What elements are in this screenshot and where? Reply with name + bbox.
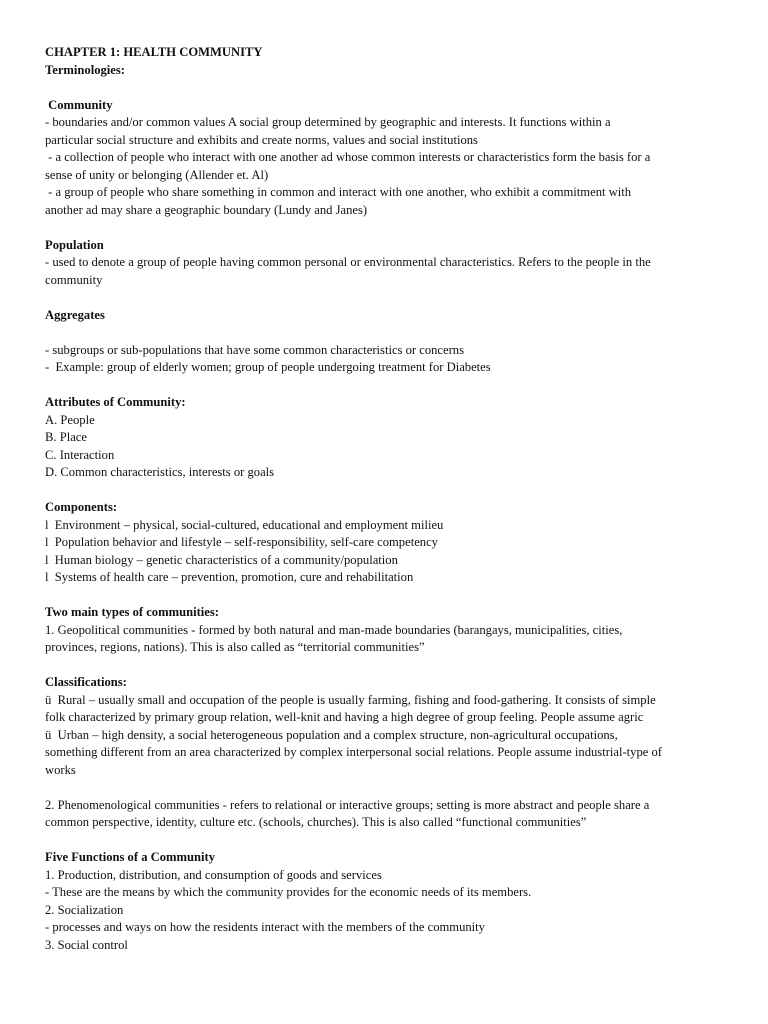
function-line: 1. Production, distribution, and consumption of goods and services — [45, 867, 382, 882]
types-line: 1. Geopolitical communities - formed by both natural and man-made boundaries (barangays, municipalities, cities, — [45, 622, 623, 637]
spacer — [45, 779, 728, 797]
classification-line: works — [45, 762, 76, 777]
classification-line: folk characterized by primary group relation, well-knit and having a high degree of group feeling. People assume agric — [45, 710, 644, 724]
phenomenological-line: 2. Phenomenological communities - refers to relational or interactive groups; setting is more abstract and people share a — [45, 797, 650, 812]
classification-line: something different from an area characterized by complex interpersonal social relations. People assume industrial-type of — [45, 745, 662, 759]
community-line: another ad may share a geographic boundary (Lundy and Janes) — [45, 202, 368, 217]
phenomenological-line: common perspective, identity, culture etc. (schools, churches). This is also called “functional communities” — [45, 815, 587, 829]
spacer — [45, 482, 728, 500]
types-line: provinces, regions, nations). This is also called as “territorial communities” — [45, 640, 425, 654]
function-line: 2. Socialization — [45, 902, 124, 917]
community-line: - a collection of people who interact with one another ad whose common interests or characteristics form the basis for a — [45, 150, 651, 164]
spacer — [45, 377, 728, 395]
spacer — [45, 587, 728, 605]
spacer — [45, 289, 728, 307]
attribute-item: B. Place — [45, 430, 87, 444]
classification-line: ü Rural – usually small and occupation of the people is usually farming, fishing and food-gathering. It consists of simple — [45, 692, 656, 707]
function-line: - processes and ways on how the residents interact with the members of the community — [45, 920, 485, 934]
aggregates-heading: Aggregates — [45, 307, 105, 322]
attributes-heading: Attributes of Community: — [45, 395, 186, 409]
community-heading: Community — [45, 97, 113, 112]
document-title: CHAPTER 1: HEALTH COMMUNITY — [45, 45, 263, 59]
community-line: particular social structure and exhibits and create norms, values and social institutions — [45, 132, 478, 147]
components-heading: Components: — [45, 500, 118, 514]
aggregates-line: - Example: group of elderly women; group of people undergoing treatment for Diabetes — [45, 360, 491, 374]
terminologies-heading: Terminologies: — [45, 62, 125, 77]
function-line: - These are the means by which the community provides for the economic needs of its members. — [45, 885, 532, 899]
spacer — [45, 832, 728, 850]
component-item: l Human biology – genetic characteristics of a community/population — [45, 552, 398, 567]
population-heading: Population — [45, 237, 104, 252]
component-item: l Population behavior and lifestyle – self-responsibility, self-care competency — [45, 535, 438, 549]
attribute-item: D. Common characteristics, interests or goals — [45, 465, 275, 479]
component-item: l Environment – physical, social-cultured, educational and employment milieu — [45, 517, 444, 532]
community-line: - boundaries and/or common values A social group determined by geographic and interests. It functions within a — [45, 115, 611, 129]
community-line: - a group of people who share something in common and interact with one another, who exhibit a commitment with — [45, 185, 632, 199]
spacer — [45, 657, 728, 675]
population-line: - used to denote a group of people having common personal or environmental characteristics. Refers to the people in the — [45, 255, 651, 269]
classifications-heading: Classifications: — [45, 675, 127, 689]
spacer — [45, 219, 728, 237]
function-line: 3. Social control — [45, 937, 128, 952]
spacer — [45, 324, 728, 342]
component-item: l Systems of health care – prevention, promotion, cure and rehabilitation — [45, 570, 414, 584]
population-line: community — [45, 272, 103, 287]
aggregates-line: - subgroups or sub-populations that have some common characteristics or concerns — [45, 342, 464, 357]
types-heading: Two main types of communities: — [45, 605, 219, 619]
attribute-item: A. People — [45, 412, 95, 427]
functions-heading: Five Functions of a Community — [45, 850, 216, 864]
community-line: sense of unity or belonging (Allender et. Al) — [45, 167, 269, 182]
attribute-item: C. Interaction — [45, 447, 115, 462]
spacer — [45, 79, 728, 97]
classification-line: ü Urban – high density, a social heterogeneous population and a complex structure, non-agricultural occupations, — [45, 727, 618, 742]
